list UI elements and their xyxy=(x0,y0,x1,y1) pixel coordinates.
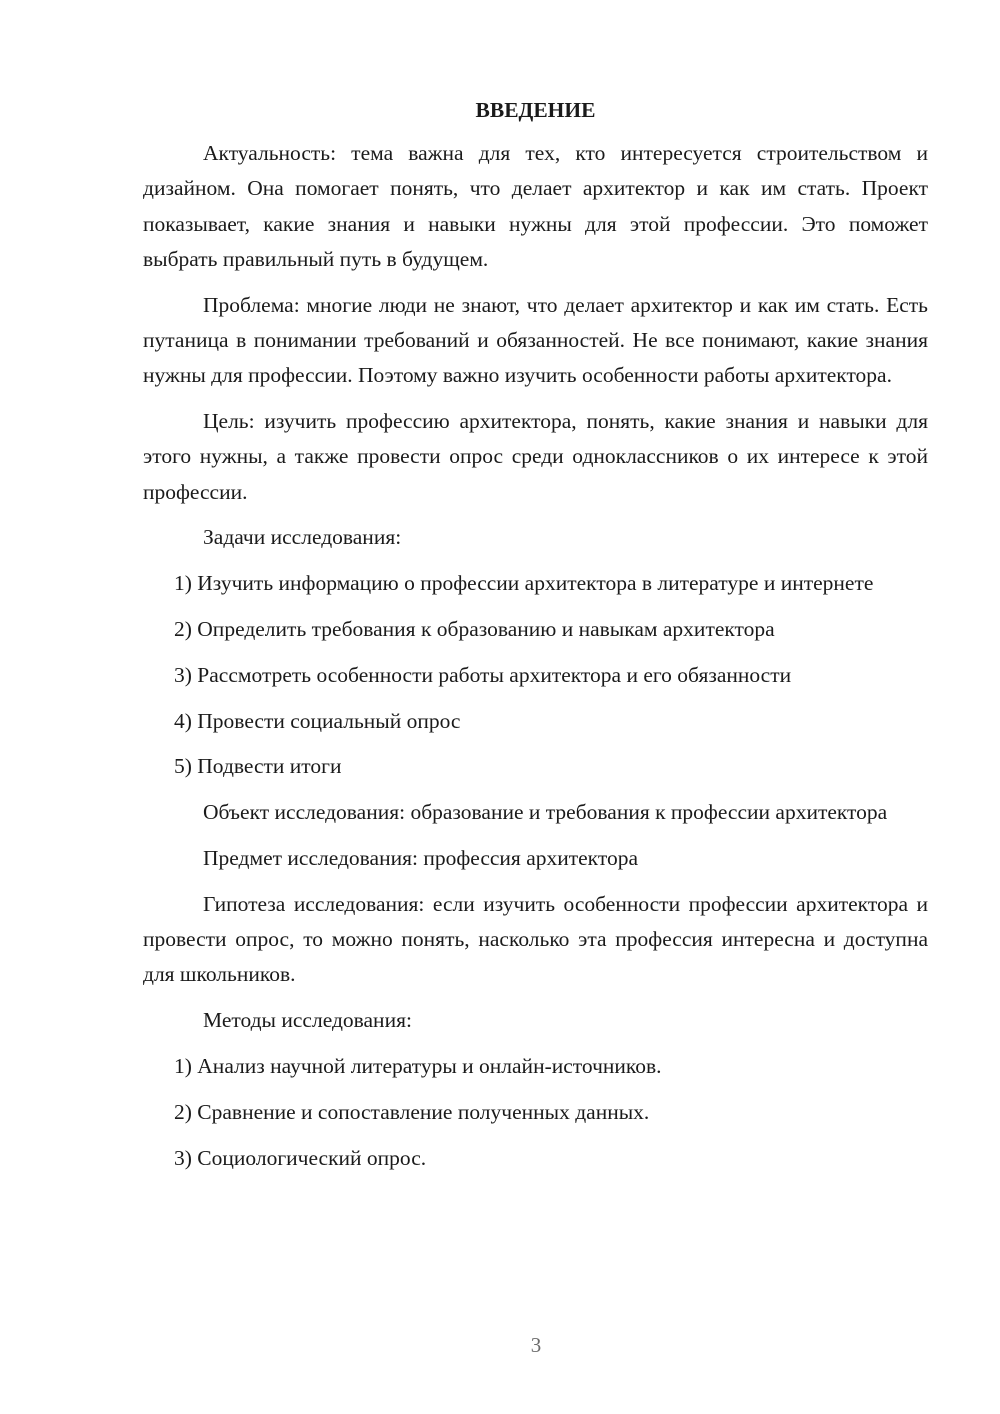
list-item: 5) Подвести итоги xyxy=(174,754,342,779)
paragraph-object: Объект исследования: образование и требования к профессии архитектора xyxy=(203,800,888,825)
list-item: 4) Провести социальный опрос xyxy=(174,708,461,733)
list-item: 2) Сравнение и сопоставление полученных данных. xyxy=(174,1099,650,1124)
document-page xyxy=(143,92,928,1186)
list-item: 3) Рассмотреть особенности работы архитектора и его обязанности xyxy=(174,662,792,687)
paragraph-goal: Цель: изучить профессию архитектора, понять, какие знания и навыки для этого нужны, а также провести опрос среди одноклассников о их интересе к этой профессии. xyxy=(143,409,928,504)
paragraph-relevance: Актуальность: тема важна для тех, кто интересуется строительством и дизайном. Она помогает понять, что делает архитектор и как им стать. Проект показывает, какие знания и навыки нужны для этой профессии. Это поможет выбрать правильный путь в будущем. xyxy=(143,141,928,271)
tasks-list xyxy=(143,566,928,784)
paragraph-hypothesis: Гипотеза исследования: если изучить особенности профессии архитектора и провести опрос, то можно понять, насколько эта профессия интересна и доступна для школьников. xyxy=(143,891,928,987)
paragraph-problem: Проблема: многие люди не знают, что делает архитектор и как им стать. Есть путаница в понимании требований и обязанностей. Не все понимают, какие знания нужны для профессии. Поэтому важно изучить особенности работы архитектора. xyxy=(143,292,928,388)
list-item: 3) Социологический опрос. xyxy=(174,1145,427,1170)
methods-heading: Методы исследования: xyxy=(203,1008,412,1033)
section-title: ВВЕДЕНИЕ xyxy=(475,98,596,122)
paragraph-subject: Предмет исследования: профессия архитектора xyxy=(203,846,638,871)
page-number: 3 xyxy=(530,1333,542,1357)
methods-list xyxy=(143,1049,928,1176)
list-item: 1) Изучить информацию о профессии архитектора в литературе и интернете xyxy=(174,571,874,596)
list-item: 2) Определить требования к образованию и навыкам архитектора xyxy=(174,617,775,642)
list-item: 1) Анализ научной литературы и онлайн-источников. xyxy=(174,1054,662,1079)
tasks-heading: Задачи исследования: xyxy=(203,525,402,550)
